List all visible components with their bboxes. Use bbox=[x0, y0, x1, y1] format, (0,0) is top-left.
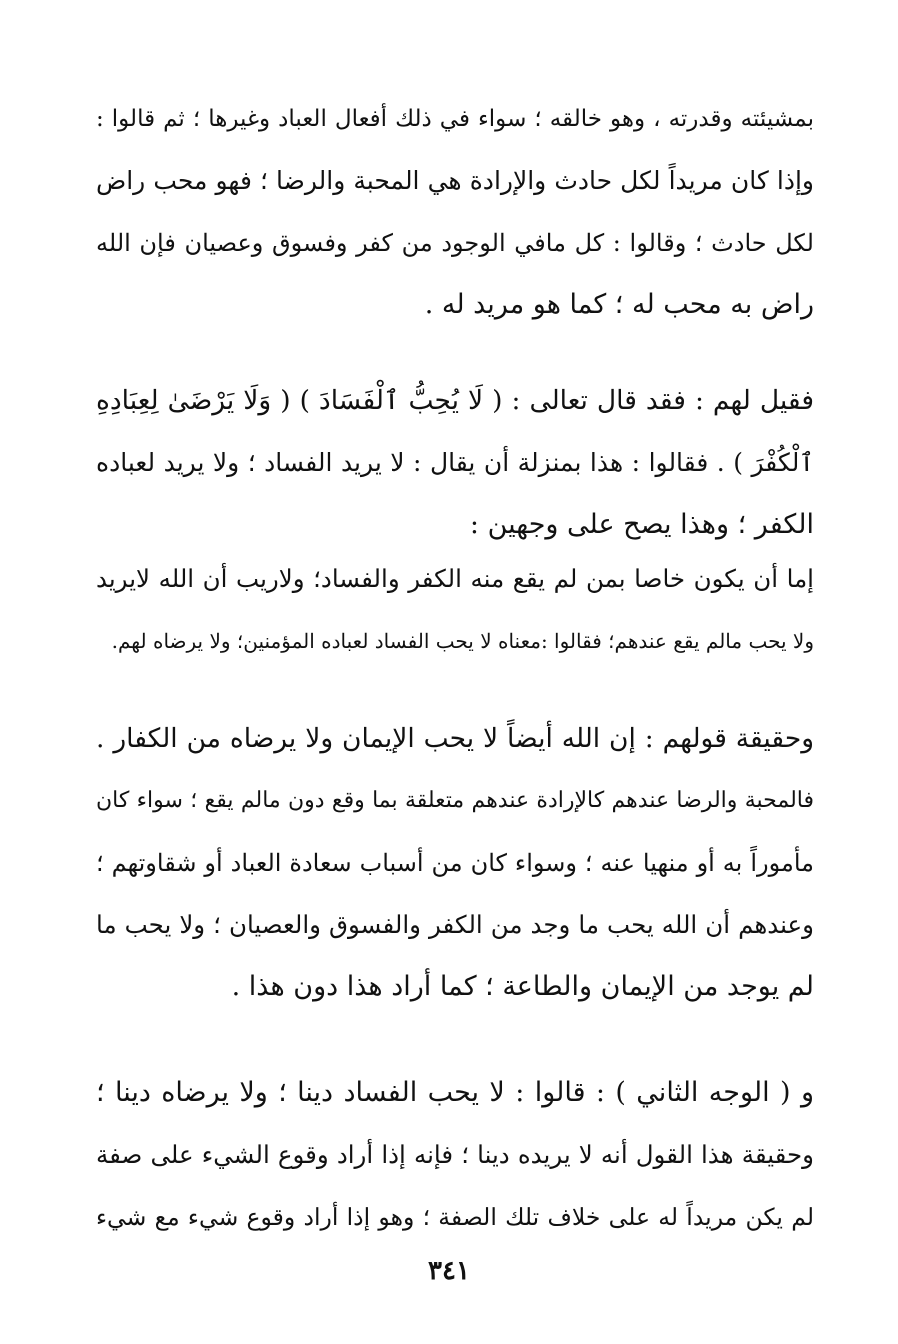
text-line: فالمحبة والرضا عندهم كالإرادة عندهم متعلقة بما وقع دون مالم يقع ؛ سواء كان bbox=[96, 788, 814, 813]
text-line: وإذا كان مريداً لكل حادث والإرادة هي المحبة والرضا ؛ فهو محب راض bbox=[96, 166, 814, 195]
text-line: و ( الوجه الثاني ) : قالوا : لا يحب الفساد دينا ؛ ولا يرضاه دينا ؛ bbox=[96, 1077, 814, 1108]
text-line: ٱلْكُفْرَ ) . فقالوا : هذا بمنزلة أن يقال : لا يريد الفساد ؛ ولا يريد لعباده bbox=[96, 448, 814, 477]
text-line: ولا يحب مالم يقع عندهم؛ فقالوا :معناه لا يحب الفساد لعباده المؤمنين؛ ولا يرضاه لهم. bbox=[111, 629, 814, 653]
text-line: الكفر ؛ وهذا يصح على وجهين : bbox=[469, 509, 814, 540]
text-line: وعندهم أن الله يحب ما وجد من الكفر والفسوق والعصيان ؛ ولا يحب ما bbox=[96, 910, 814, 939]
text-line: فقيل لهم : فقد قال تعالى : ( لَا يُحِبُّ ٱلْفَسَادَ ) ( وَلَا يَرْضَىٰ لِعِبَادِهِ bbox=[96, 385, 814, 416]
paragraph-3 bbox=[96, 548, 814, 672]
paragraph-1 bbox=[96, 88, 814, 336]
text-line: وحقيقة قولهم : إن الله أيضاً لا يحب الإيمان ولا يرضاه من الكفار . bbox=[96, 723, 814, 754]
text-line: راض به محب له ؛ كما هو مريد له . bbox=[424, 289, 814, 320]
paragraph-5 bbox=[96, 1062, 814, 1248]
text-line: لم يكن مريداً له على خلاف تلك الصفة ؛ وهو إذا أراد وقوع شيء مع شيء bbox=[96, 1203, 814, 1231]
text-line: لم يوجد من الإيمان والطاعة ؛ كما أراد هذا دون هذا . bbox=[231, 971, 814, 1002]
paragraph-2 bbox=[96, 370, 814, 556]
text-line: بمشيئته وقدرته ، وهو خالقه ؛ سواء في ذلك أفعال العباد وغيرها ؛ ثم قالوا : bbox=[96, 106, 814, 132]
text-line: لكل حادث ؛ وقالوا : كل مافي الوجود من كفر وفسوق وعصيان فإن الله bbox=[96, 229, 814, 257]
page-number: ٣٤١ bbox=[428, 1256, 470, 1286]
paragraph-4 bbox=[96, 708, 814, 1018]
text-line: إما أن يكون خاصا بمن لم يقع منه الكفر والفساد؛ ولاريب أن الله لايريد bbox=[96, 564, 814, 593]
text-line: وحقيقة هذا القول أنه لا يريده دينا ؛ فإنه إذا أراد وقوع الشيء على صفة bbox=[96, 1140, 814, 1169]
text-line: مأموراً به أو منهيا عنه ؛ وسواء كان من أسباب سعادة العباد أو شقاوتهم ؛ bbox=[96, 849, 814, 877]
